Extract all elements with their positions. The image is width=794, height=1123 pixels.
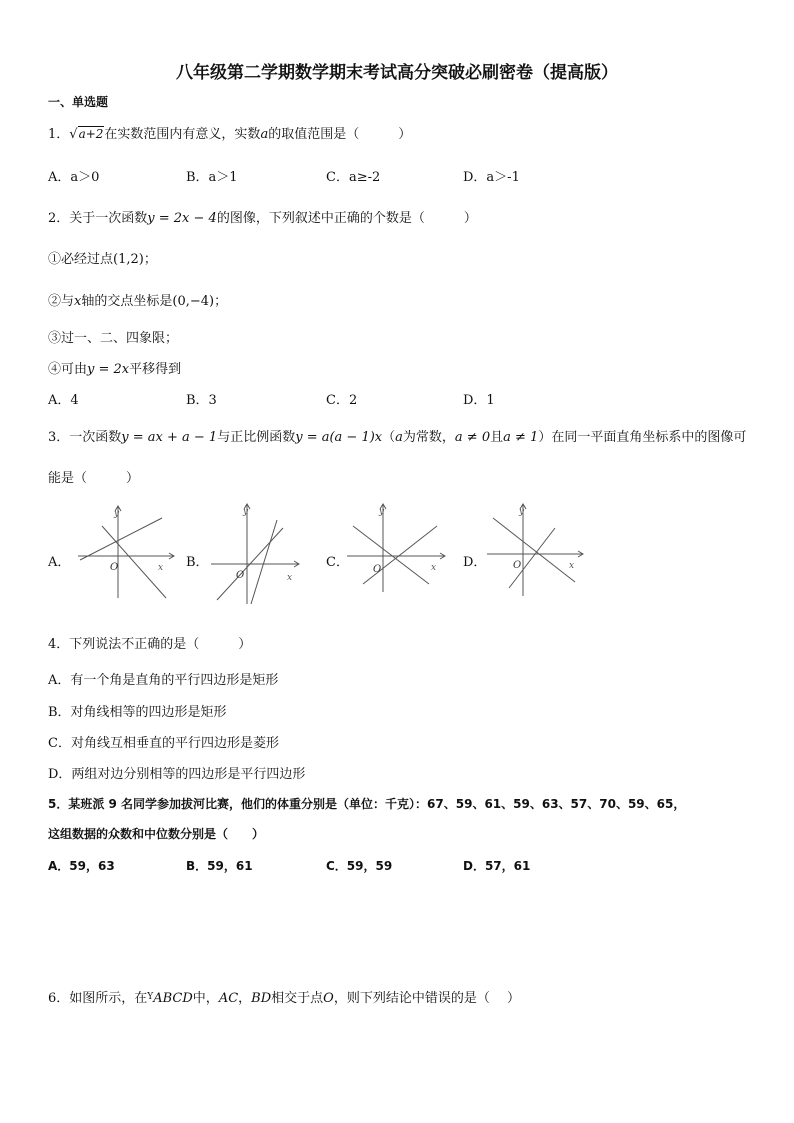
- q1-option-a[interactable]: A．a＞0: [48, 170, 100, 185]
- q2-item-4-func: y = 2x: [87, 362, 130, 377]
- q2-item-2-point: (0,−4)；: [172, 294, 228, 309]
- x-label: x: [287, 573, 293, 583]
- x-label: x: [569, 561, 575, 571]
- q1-text-2: 的取值范围是（ ）: [268, 127, 412, 142]
- q2-option-b[interactable]: B．3: [186, 393, 217, 408]
- q2-item-1-text: ①必经过点: [48, 252, 114, 267]
- q2-item-2-text-b: 轴的交点坐标是: [81, 294, 173, 309]
- q2-item-4-text-a: ④可由: [48, 362, 88, 377]
- q3-stem-f: ）在同一平面直角坐标系中的图像可: [538, 430, 747, 445]
- q4-option-d[interactable]: D．两组对边分别相等的四边形是平行四边形: [48, 767, 306, 782]
- graph-line-2: [251, 520, 277, 604]
- q5-option-a[interactable]: A．59，63: [48, 859, 115, 873]
- graph-line-1: [80, 518, 162, 560]
- graph-line-1: [493, 518, 575, 582]
- origin-label: O: [236, 570, 245, 581]
- q2-function: y = 2x − 4: [147, 211, 217, 226]
- q3-stem-a: 3．一次函数: [48, 430, 122, 445]
- q2-option-c[interactable]: C．2: [326, 393, 358, 408]
- q3-option-a-label[interactable]: A．: [48, 555, 71, 570]
- q3-graph-d[interactable]: [485, 498, 585, 598]
- q3-option-d-label[interactable]: D．: [463, 555, 487, 570]
- q3-stem-line-2: 能是（ ）: [48, 471, 140, 486]
- q3-stem-e: 且: [490, 430, 504, 445]
- q6-point-o: O: [323, 991, 334, 1006]
- q4-option-c[interactable]: C．对角线互相垂直的平行四边形是菱形: [48, 736, 279, 751]
- q2-item-2-text-a: ②与: [48, 294, 75, 309]
- q6-text-a: 6．如图所示，在: [48, 991, 148, 1006]
- q3-stem-b: 与正比例函数: [217, 430, 296, 445]
- q4-option-a[interactable]: A．有一个角是直角的平行四边形是矩形: [48, 673, 279, 688]
- origin-label: O: [373, 564, 382, 575]
- q2-option-a[interactable]: A．4: [48, 393, 79, 408]
- parallelogram-icon: Y: [147, 992, 154, 1002]
- question-4-stem: 4．下列说法不正确的是（ ）: [48, 637, 252, 652]
- q6-bd: BD: [251, 991, 272, 1006]
- q4-option-b[interactable]: B．对角线相等的四边形是矩形: [48, 705, 227, 720]
- q6-ac: AC: [218, 991, 239, 1006]
- q3-function-2: y = a(a − 1)x: [295, 430, 383, 445]
- q6-comma: ，: [238, 991, 252, 1006]
- q5-option-c[interactable]: C．59，59: [326, 859, 393, 873]
- page-title: 八年级第二学期数学期末考试高分突破必刷密卷（提高版）: [176, 63, 618, 83]
- question-3-stem: [48, 426, 746, 445]
- graph-line-2: [363, 526, 437, 584]
- q3-option-b-label[interactable]: B．: [186, 555, 209, 570]
- q6-text-b: 中，: [192, 991, 219, 1006]
- q1-number: 1．: [48, 127, 70, 142]
- y-label: y: [114, 509, 120, 519]
- q2-stem-b: 的图像，下列叙述中正确的个数是（ ）: [216, 211, 477, 226]
- q2-item-2: [48, 290, 227, 309]
- q3-stem-d: 为常数，: [402, 430, 455, 445]
- q2-stem-a: 2．关于一次函数: [48, 211, 148, 226]
- q2-item-1: [48, 248, 157, 267]
- q1-option-c[interactable]: C．a≥-2: [326, 170, 381, 185]
- q2-item-1-point: (1,2)；: [113, 252, 157, 267]
- q2-item-4: [48, 358, 181, 377]
- q3-function-1: y = ax + a − 1: [121, 430, 218, 445]
- q1-var: a: [260, 127, 269, 142]
- q6-shape: ABCD: [153, 991, 193, 1006]
- sqrt-icon: √: [69, 127, 78, 142]
- q3-graph-b[interactable]: [205, 498, 305, 606]
- q2-item-2-var: x: [74, 294, 82, 309]
- q6-text-d: ，则下列结论中错误的是（ ）: [333, 991, 520, 1006]
- q1-option-d[interactable]: D．a＞-1: [463, 170, 520, 185]
- origin-label: O: [513, 560, 522, 571]
- q3-graph-a[interactable]: [70, 498, 180, 602]
- q5-option-b[interactable]: B．59，61: [186, 859, 253, 873]
- q3-condition-1: a ≠ 0: [454, 430, 491, 445]
- q2-option-d[interactable]: D．1: [463, 393, 495, 408]
- x-label: x: [431, 563, 437, 573]
- q3-option-c-label[interactable]: C．: [326, 555, 349, 570]
- question-1-stem: [48, 123, 411, 142]
- question-5-stem-line-2: 这组数据的众数和中位数分别是（ ）: [48, 827, 265, 841]
- q6-text-c: 相交于点: [271, 991, 324, 1006]
- graph-line-2: [509, 528, 555, 588]
- q3-stem-c: （: [382, 430, 396, 445]
- y-label: y: [243, 507, 249, 517]
- x-label: x: [158, 563, 164, 573]
- q1-radicand: a+2: [78, 127, 104, 141]
- origin-label: O: [110, 562, 119, 573]
- q5-option-d[interactable]: D．57，61: [463, 859, 531, 873]
- q1-option-b[interactable]: B．a＞1: [186, 170, 238, 185]
- q3-condition-2: a ≠ 1: [503, 430, 539, 445]
- y-label: y: [379, 507, 385, 517]
- q3-var-a: a: [395, 430, 403, 445]
- q1-text-1: 在实数范围内有意义，实数: [104, 127, 261, 142]
- y-label: y: [519, 507, 525, 517]
- question-6-stem: [48, 987, 520, 1006]
- question-2-stem: [48, 207, 477, 226]
- graph-line-1: [353, 526, 429, 584]
- q2-item-3: ③过一、二、四象限；: [48, 331, 179, 346]
- q2-item-4-text-b: 平移得到: [129, 362, 182, 377]
- section-heading: 一、单选题: [48, 95, 109, 109]
- question-5-stem-line-1: 5．某班派 9 名同学参加拔河比赛，他们的体重分别是（单位：千克）：67、59、61、59、63、57、70、59、65，: [48, 797, 686, 811]
- q3-graph-c[interactable]: [345, 498, 449, 594]
